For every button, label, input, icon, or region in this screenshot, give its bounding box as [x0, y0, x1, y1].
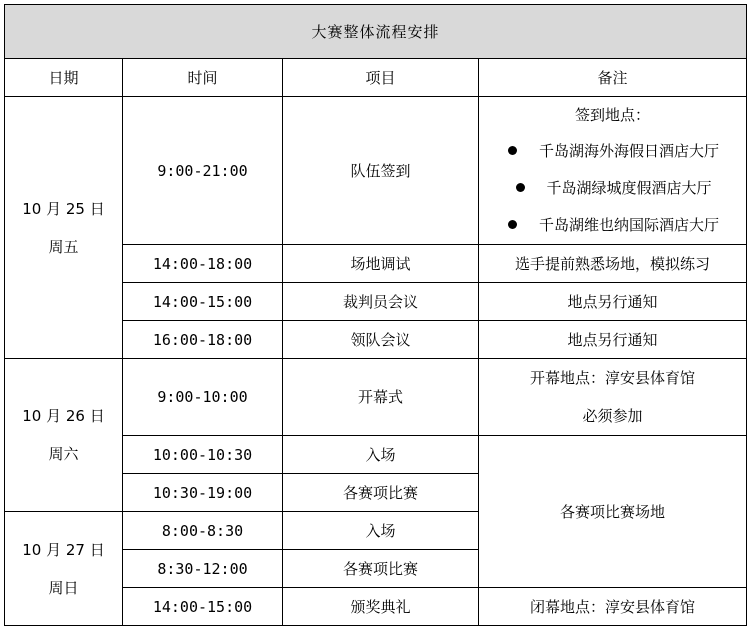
header-time: 时间 — [123, 59, 283, 97]
item-cell: 各赛项比赛 — [283, 474, 479, 512]
time-cell: 16:00-18:00 — [123, 321, 283, 359]
bullet-icon — [508, 146, 517, 155]
item-cell: 场地调试 — [283, 245, 479, 283]
list-item — [487, 133, 738, 170]
table-row — [5, 97, 747, 245]
date-text: 10 月 26 日 — [22, 407, 105, 425]
time-cell: 14:00-15:00 — [123, 283, 283, 321]
notes-checkin — [479, 97, 747, 245]
item-cell: 裁判员会议 — [283, 283, 479, 321]
checkin-place: 千岛湖海外海假日酒店大厅 — [539, 142, 720, 160]
notes-line: 开幕地点：淳安县体育馆 — [530, 369, 696, 387]
notes-opening — [479, 359, 747, 436]
checkin-title: 签到地点： — [575, 106, 651, 124]
weekday-text: 周六 — [48, 445, 79, 463]
date-text: 10 月 27 日 — [22, 540, 105, 559]
date-cell-day2 — [5, 359, 123, 512]
time-cell: 14:00-15:00 — [123, 588, 283, 626]
item-cell: 开幕式 — [283, 359, 479, 436]
item-cell: 入场 — [283, 512, 479, 550]
schedule-table — [4, 4, 747, 626]
notes-cell: 地点另行通知 — [479, 283, 747, 321]
header-item: 项目 — [283, 59, 479, 97]
notes-cell: 闭幕地点：淳安县体育馆 — [479, 588, 747, 626]
weekday-text: 周五 — [48, 237, 79, 256]
time-cell: 8:30-12:00 — [123, 550, 283, 588]
checkin-list — [487, 133, 738, 244]
notes-cell: 选手提前熟悉场地，模拟练习 — [479, 245, 747, 283]
checkin-place: 千岛湖绿城度假酒店大厅 — [546, 179, 712, 197]
notes-line: 必须参加 — [582, 407, 643, 425]
time-cell: 10:00-10:30 — [123, 436, 283, 474]
item-cell: 队伍签到 — [283, 97, 479, 245]
time-cell: 14:00-18:00 — [123, 245, 283, 283]
header-notes: 备注 — [479, 59, 747, 97]
checkin-place: 千岛湖维也纳国际酒店大厅 — [539, 216, 720, 234]
time-cell: 8:00-8:30 — [123, 512, 283, 550]
list-item — [487, 170, 738, 207]
list-item — [487, 207, 738, 244]
date-cell-day1 — [5, 97, 123, 359]
date-cell-day3 — [5, 512, 123, 626]
notes-cell: 地点另行通知 — [479, 321, 747, 359]
notes-competition-venue: 各赛项比赛场地 — [479, 436, 747, 588]
title-row — [5, 5, 747, 59]
item-cell: 各赛项比赛 — [283, 550, 479, 588]
weekday-text: 周日 — [48, 578, 79, 597]
item-cell: 颁奖典礼 — [283, 588, 479, 626]
table-title: 大赛整体流程安排 — [5, 5, 747, 59]
header-row — [5, 59, 747, 97]
header-date: 日期 — [5, 59, 123, 97]
bullet-icon — [516, 183, 525, 192]
item-cell: 入场 — [283, 436, 479, 474]
item-cell: 领队会议 — [283, 321, 479, 359]
time-cell: 10:30-19:00 — [123, 474, 283, 512]
time-cell: 9:00-10:00 — [123, 359, 283, 436]
bullet-icon — [508, 220, 517, 229]
date-text: 10 月 25 日 — [22, 199, 105, 218]
time-cell: 9:00-21:00 — [123, 97, 283, 245]
table-row — [5, 359, 747, 436]
